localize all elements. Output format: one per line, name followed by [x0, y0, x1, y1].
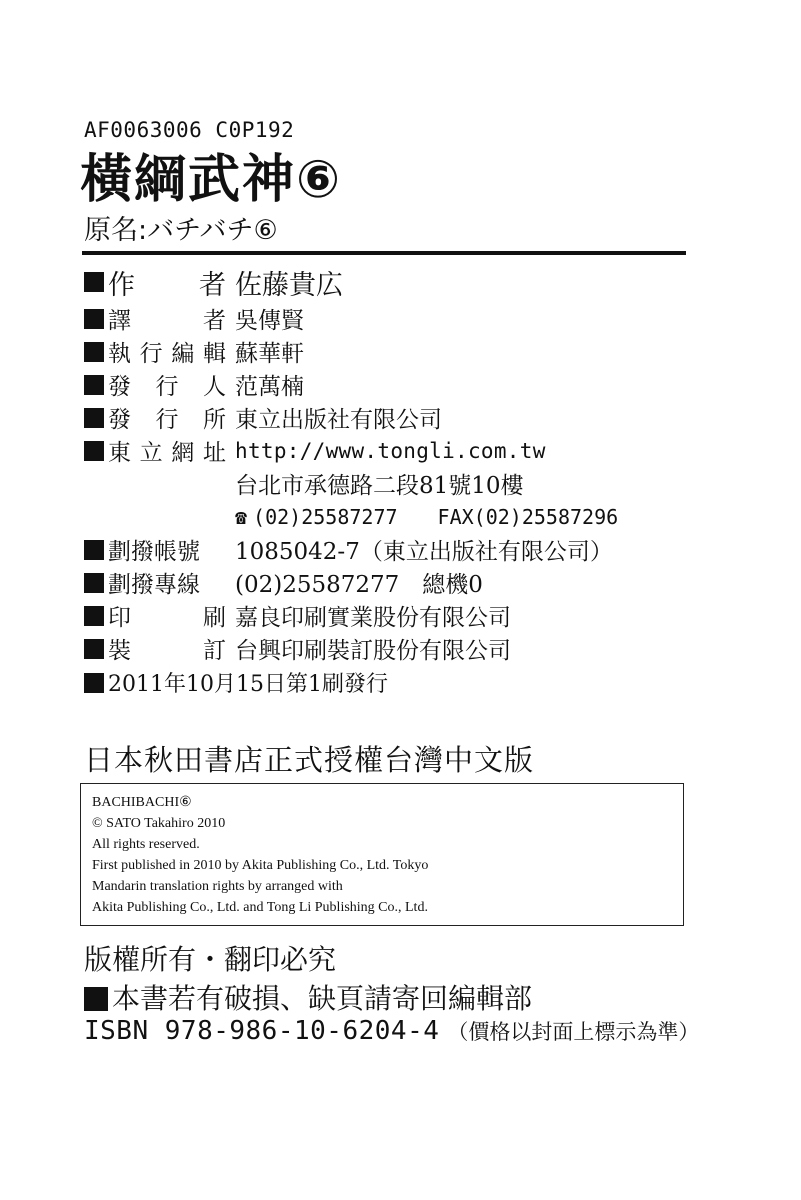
isbn-row	[84, 1016, 699, 1046]
credit-label	[108, 335, 226, 368]
credit-value: 佐藤貴広	[235, 269, 343, 301]
copyright-line: First published in 2010 by Akita Publishing Co., Ltd. Tokyo	[92, 858, 429, 873]
credit-label: 劃撥專線	[108, 572, 200, 598]
bullet-square	[84, 342, 104, 362]
credit-row-transfer-line	[84, 566, 724, 599]
credit-value: 台興印刷裝訂股份有限公司	[235, 638, 511, 664]
label-char: 行	[155, 374, 179, 400]
copyright-line: All rights reserved.	[92, 837, 200, 852]
credit-value: 東立出版社有限公司	[235, 407, 442, 433]
bullet-square	[84, 673, 104, 693]
isbn: ISBN 978-986-10-6204-4	[84, 1016, 440, 1046]
divider-rule	[82, 251, 686, 255]
label-char: 人	[203, 374, 226, 400]
label-char: 立	[139, 440, 163, 466]
label-char: 作	[108, 269, 135, 301]
bullet-square	[84, 573, 104, 593]
phone-row	[84, 500, 724, 533]
bullet-square	[84, 375, 104, 395]
copyright-line: Akita Publishing Co., Ltd. and Tong Li Publishing Co., Ltd.	[92, 900, 428, 915]
credit-row-printing	[84, 599, 724, 632]
label-char: 編	[171, 341, 195, 367]
label-char: 發	[108, 407, 131, 433]
credit-label2	[108, 632, 226, 665]
label-char: 址	[202, 440, 226, 466]
rights-reserved: 版權所有・翻印必究	[84, 943, 337, 976]
bullet-square	[84, 441, 104, 461]
label-char: 刷	[203, 605, 226, 631]
copyright-line: © SATO Takahiro 2010	[92, 816, 226, 831]
credit-label	[108, 302, 226, 335]
bullet-square	[84, 272, 104, 292]
credit-row-publisher	[84, 368, 724, 401]
phone-number: (02)25587277	[253, 504, 398, 529]
label-char: 者	[203, 308, 226, 334]
credit-label	[108, 401, 226, 434]
label-char: 行	[155, 407, 179, 433]
label-char: 所	[203, 407, 226, 433]
copyright-line: Mandarin translation rights by arranged with	[92, 879, 343, 894]
credit-row-transfer-account	[84, 533, 724, 566]
copyright-line: BACHIBACHI⑥	[92, 795, 192, 810]
damage-notice-row	[84, 981, 532, 1017]
bullet-square	[84, 639, 104, 659]
credit-row-publishing-house	[84, 401, 724, 434]
authorization-line: 日本秋田書店正式授權台灣中文版	[84, 743, 535, 777]
credit-row-editor	[84, 335, 724, 368]
fax-number: FAX(02)25587296	[437, 504, 619, 529]
copyright-box	[80, 783, 684, 926]
bullet-square	[84, 309, 104, 329]
credit-value: 范萬楠	[235, 374, 304, 400]
label-char: 者	[199, 269, 226, 301]
credit-label	[108, 434, 226, 467]
credits-block	[84, 262, 724, 698]
label-char: 輯	[202, 341, 226, 367]
label-char: 印	[108, 605, 131, 631]
credit-row-website	[84, 434, 724, 467]
telephone-icon: ☎	[235, 504, 248, 529]
credit-label2	[108, 599, 226, 632]
label-char: 裝	[108, 638, 131, 664]
bullet-square	[84, 606, 104, 626]
label-char: 執	[108, 341, 131, 367]
credit-row-author	[84, 262, 724, 302]
label-char: 東	[108, 440, 131, 466]
credit-value: 蘇華軒	[235, 341, 304, 367]
price-note: （價格以封面上標示為準）	[447, 1020, 700, 1044]
book-title: 橫綱武神⑥	[80, 150, 343, 210]
label-char: 行	[139, 341, 163, 367]
credit-row-translator	[84, 302, 724, 335]
bullet-square	[84, 987, 108, 1011]
first-print-date-row	[84, 667, 724, 698]
bullet-square	[84, 540, 104, 560]
credit-label	[108, 263, 226, 302]
credit-row-binding	[84, 632, 724, 665]
label-char: 發	[108, 374, 131, 400]
label-char: 訂	[203, 638, 226, 664]
credit-value: 吳傳賢	[235, 308, 304, 334]
credit-value: 1085042-7（東立出版社有限公司）	[235, 539, 613, 565]
product-code: AF0063006 C0P192	[84, 118, 295, 142]
first-print-date: 2011年10月15日第1刷發行	[108, 672, 388, 697]
credit-value: (02)25587277 總機0	[235, 572, 483, 598]
website-url: http://www.tongli.com.tw	[235, 438, 546, 463]
credit-value: 嘉良印刷實業股份有限公司	[235, 605, 511, 631]
bullet-square	[84, 408, 104, 428]
original-title: 原名:バチバチ⑥	[84, 215, 278, 246]
damage-notice: 本書若有破損、缺頁請寄回編輯部	[112, 982, 533, 1015]
address-row	[84, 467, 724, 500]
label-char: 譯	[108, 308, 131, 334]
credit-label	[108, 368, 226, 401]
label-char: 網	[171, 440, 195, 466]
credit-label: 劃撥帳號	[108, 539, 200, 565]
address: 台北市承德路二段81號10樓	[235, 473, 524, 499]
